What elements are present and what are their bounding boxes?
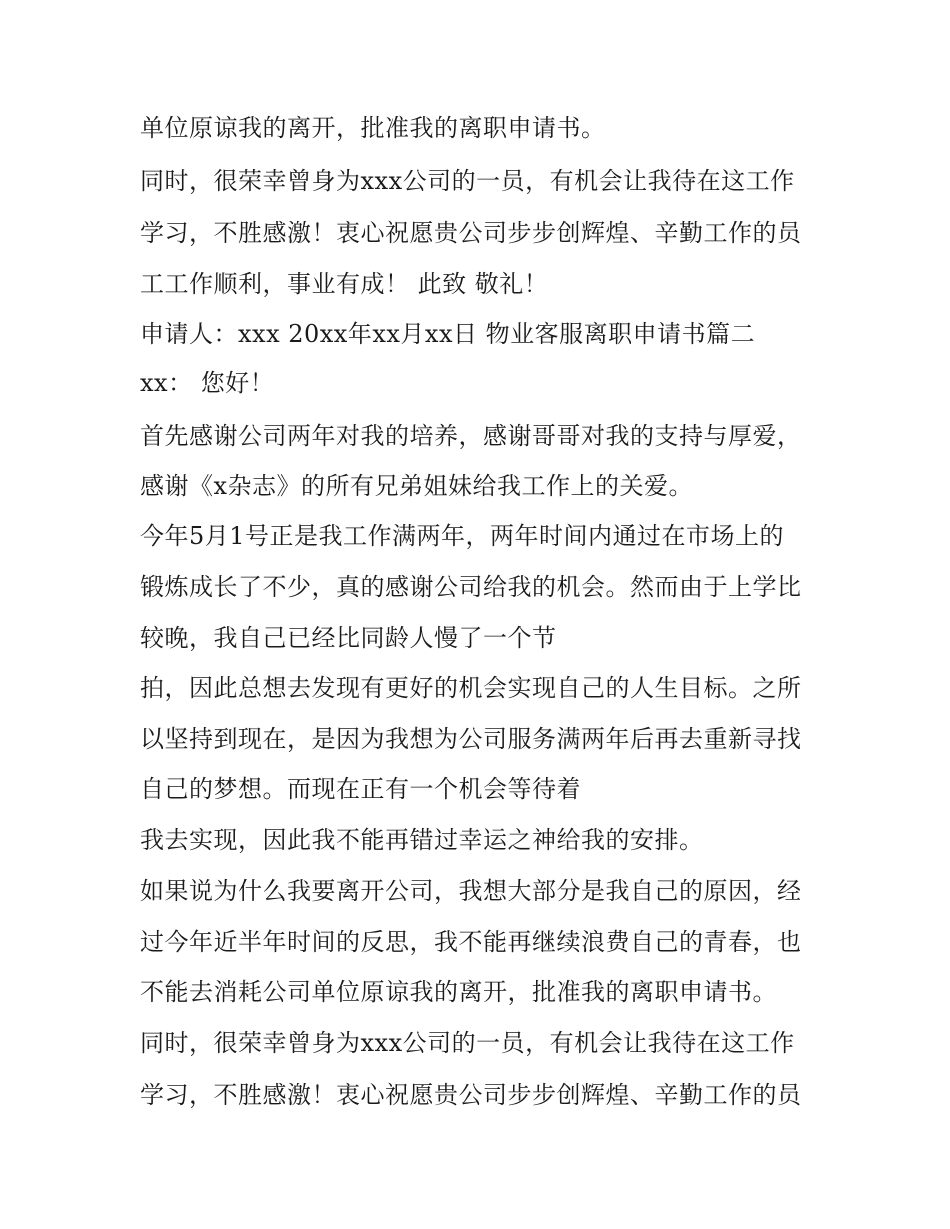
text-line: 我去实现，因此我不能再错过幸运之神给我的安排。 (140, 826, 704, 854)
text-line: 如果说为什么我要离开公司，我想大部分是我自己的原因，经 (140, 877, 802, 905)
text-line: 申请人：xxx 20xx年xx月xx日 物业客服离职申请书篇二 (140, 320, 756, 348)
text-line: 不能去消耗公司单位原谅我的离开，批准我的离职申请书。 (140, 978, 777, 1006)
text-line: 较晚，我自己已经比同龄人慢了一个节 (140, 624, 557, 652)
text-line: 以坚持到现在，是因为我想为公司服务满两年后再去重新寻找 (140, 725, 802, 753)
text-line: 工工作顺利，事业有成！ 此致 敬礼！ (140, 270, 549, 298)
text-line: 学习，不胜感激！衷心祝愿贵公司步步创辉煌、辛勤工作的员 (140, 219, 802, 247)
text-line: 感谢《x杂志》的所有兄弟姐妹给我工作上的关爱。 (140, 472, 694, 500)
text-line: 今年5月1号正是我工作满两年，两年时间内通过在市场上的 (140, 522, 785, 550)
text-line: 单位原谅我的离开，批准我的离职申请书。 (140, 114, 606, 142)
text-line: 拍，因此总想去发现有更好的机会实现自己的人生目标。之所 (140, 674, 802, 702)
text-line: 过今年近半年时间的反思，我不能再继续浪费自己的青春，也 (140, 928, 802, 956)
text-line: 自己的梦想。而现在正有一个机会等待着 (140, 775, 581, 803)
text-line: 学习，不胜感激！衷心祝愿贵公司步步创辉煌、辛勤工作的员 (140, 1081, 802, 1109)
text-line: 锻炼成长了不少，真的感谢公司给我的机会。然而由于上学比 (140, 573, 802, 601)
text-line: xx： 您好！ (140, 369, 275, 397)
text-line: 首先感谢公司两年对我的培养，感谢哥哥对我的支持与厚爱， (140, 422, 802, 450)
text-line: 同时，很荣幸曾身为xxx公司的一员，有机会让我待在这工作 (140, 167, 795, 195)
text-line: 同时，很荣幸曾身为xxx公司的一员，有机会让我待在这工作 (140, 1029, 795, 1057)
